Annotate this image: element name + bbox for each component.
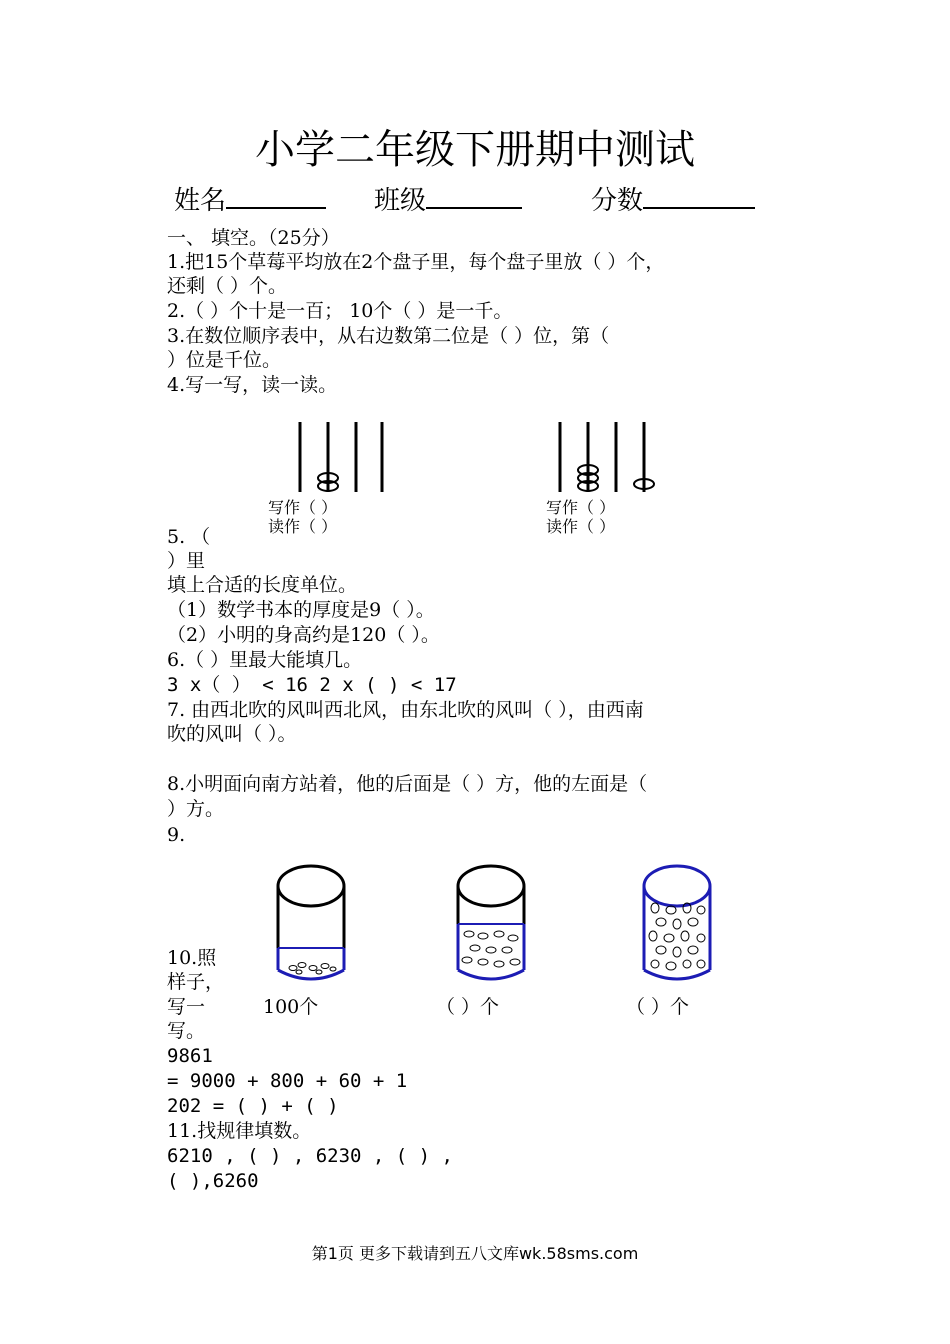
q10-line1: 10.照 [167,947,217,969]
q10-line4: 写。 [167,1020,206,1042]
q11-line2: 6210 , ( ) , 6230 , ( ) , [167,1145,453,1167]
class-blank[interactable] [426,183,522,209]
q10-task: 202 = ( ) + ( ) [167,1095,339,1117]
page-title: 小学二年级下册期中测试 [255,127,695,173]
class-field[interactable] [374,183,522,218]
jar-2-caption: （ ）个 [436,996,500,1018]
q5-item1: （1）数学书本的厚度是9（ ）。 [167,599,435,621]
q10-line3: 写一 [167,996,206,1018]
abacus-right [550,420,660,496]
name-blank[interactable] [226,183,326,209]
q8-line1: 8.小明面向南方站着，他的后面是（ ）方，他的左面是（ [167,773,648,795]
q5-line3: 填上合适的长度单位。 [167,574,358,596]
q10-example1: 9861 [167,1045,213,1067]
q9-label: 9. [167,824,186,846]
jar-2 [455,864,531,984]
abacus-left-write: 写作（ ） [268,498,338,517]
q3-line2: ）位是千位。 [167,349,282,371]
q11-line3: ( ),6260 [167,1170,259,1192]
q6-line1: 6.（ ）里最大能填几。 [167,649,363,671]
q1-line2: 还剩（ ）个。 [167,275,288,297]
q10-example2: = 9000 + 800 + 60 + 1 [167,1070,408,1092]
q1-line1: 1.把15个草莓平均放在2个盘子里，每个盘子里放（ ）个， [167,251,665,273]
class-label: 班级 [374,186,427,216]
jar-1-caption: 100个 [263,996,319,1018]
q5-item2: （2）小明的身高约是120（ ）。 [167,624,440,646]
page-footer: 第1页 更多下载请到五八文库wk.58sms.com [311,1244,639,1263]
section1-heading: 一、 填空。（25分） [167,227,340,249]
q5-line1: 5. （ [167,526,211,548]
q7-line2: 吹的风叫（ ）。 [167,723,297,745]
q8-line2: ）方。 [167,798,225,820]
score-field[interactable] [591,183,755,218]
name-label: 姓名 [174,186,227,216]
jar-3-caption: （ ）个 [626,996,690,1018]
abacus-left-read: 读作（ ） [268,517,338,536]
abacus-right-write: 写作（ ） [546,498,616,517]
q11-line1: 11.找规律填数。 [167,1120,312,1142]
q2-line1: 2.（ ）个十是一百； 10个（ ）是一千。 [167,300,513,322]
q5-line2: ）里 [167,550,206,572]
score-blank[interactable] [643,183,755,209]
score-label: 分数 [591,186,644,216]
q6-line2: 3 x（ ） < 16 2 x ( ) < 17 [167,674,457,696]
jar-1 [275,864,351,984]
q4-line1: 4.写一写，读一读。 [167,374,338,396]
q10-line2: 样子， [167,971,225,993]
name-field[interactable] [174,183,326,218]
q3-line1: 3.在数位顺序表中，从右边数第二位是（ ）位，第（ [167,325,610,347]
jar-3 [641,864,717,984]
abacus-left [290,420,390,496]
abacus-right-read: 读作（ ） [546,517,616,536]
q7-line1: 7. 由西北吹的风叫西北风，由东北吹的风叫（ ），由西南 [167,699,644,721]
